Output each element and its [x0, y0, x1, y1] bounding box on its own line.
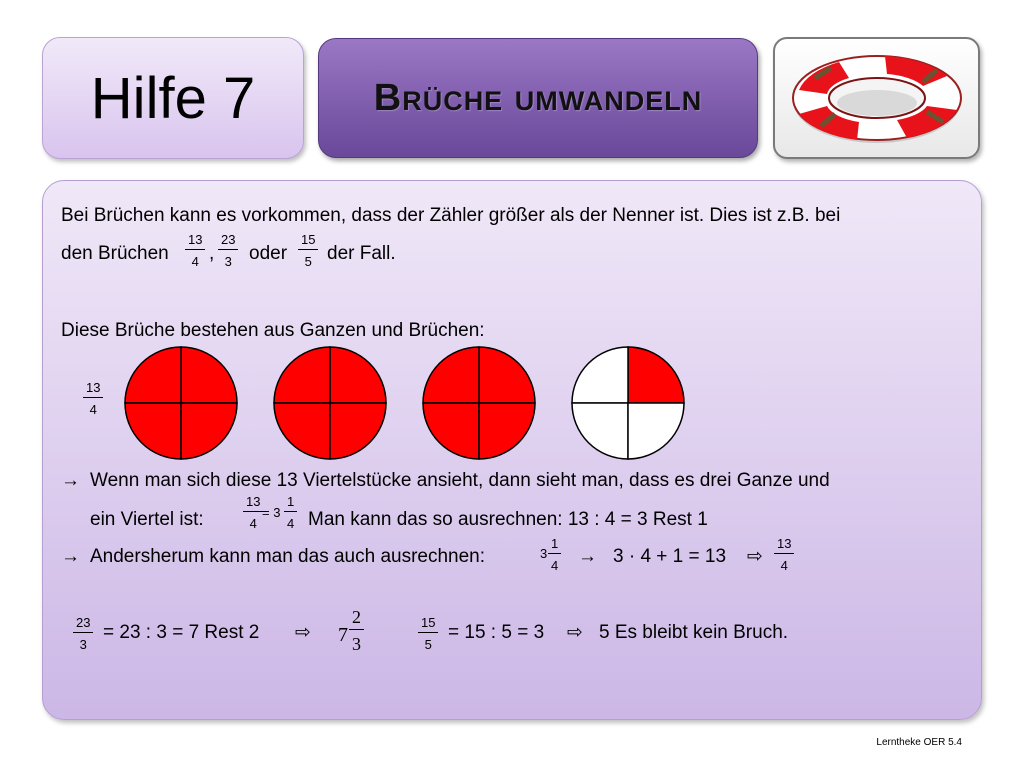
subheading: Diese Brüche bestehen aus Ganzen und Brüchen: — [61, 320, 485, 341]
footer-label: Lerntheke OER 5.4 — [876, 737, 962, 748]
fraction-15-5: 15 5 — [298, 233, 318, 268]
filled-quarter — [181, 403, 237, 459]
example-2-result: 5 Es bleibt kein Bruch. — [599, 622, 789, 643]
filled-quarter — [125, 403, 181, 459]
implies-icon-3: ⇨ — [567, 622, 583, 643]
point-1-equals: = 3 — [262, 505, 281, 520]
empty-quarter — [572, 403, 628, 459]
circles-fraction-label: 13 4 — [83, 381, 103, 416]
help-number-box — [42, 37, 304, 159]
der-fall: der Fall. — [327, 243, 396, 264]
lifebuoy-button[interactable] — [773, 37, 980, 159]
filled-quarter — [479, 347, 535, 403]
filled-quarter — [274, 403, 330, 459]
arrow-3: → — [578, 546, 597, 567]
point-1-fraction-2: 1 4 — [284, 495, 297, 530]
example-1-whole: 7 — [338, 624, 348, 646]
content-panel — [42, 180, 982, 720]
filled-quarter — [125, 347, 181, 403]
point-1-line-2b: Man kann das so ausrechnen: 13 : 4 = 3 Rest 1 — [308, 509, 708, 530]
lifebuoy-icon — [787, 48, 967, 148]
point-1-line-1: Wenn man sich diese 13 Viertelstücke ansieht, dann sieht man, dass es drei Ganze und — [90, 470, 830, 491]
word-oder: oder — [249, 243, 288, 264]
point-1-fraction: 13 4 — [243, 495, 263, 530]
point-2-calc: 3 · 4 + 1 = 13 — [613, 546, 727, 567]
example-2-fraction: 15 5 — [418, 616, 438, 651]
quarter-circles — [123, 341, 703, 465]
filled-quarter — [330, 347, 386, 403]
intro-line-1: Bei Brüchen kann es vorkommen, dass der Zähler größer als der Nenner ist. Dies ist z.B. bei — [61, 205, 841, 226]
example-1-fraction: 23 3 — [73, 616, 93, 651]
example-1-calc: = 23 : 3 = 7 Rest 2 — [103, 622, 260, 643]
filled-quarter — [274, 347, 330, 403]
example-1-result: 2 3 — [349, 608, 364, 653]
fraction-circle — [274, 347, 386, 459]
comma: , — [209, 243, 215, 264]
filled-quarter — [423, 403, 479, 459]
empty-quarter — [572, 347, 628, 403]
filled-quarter — [181, 347, 237, 403]
fraction-13-4: 13 4 — [185, 233, 205, 268]
point-2: Andersherum kann man das auch ausrechnen: — [90, 546, 486, 567]
arrow-1: → — [61, 470, 80, 491]
page-title: Brüche umwandeln — [373, 76, 703, 119]
fraction-23-3: 23 3 — [218, 233, 238, 268]
implies-icon-1: ⇨ — [747, 546, 763, 567]
fraction-circle — [572, 347, 684, 459]
filled-quarter — [479, 403, 535, 459]
point-2-result: 13 4 — [774, 537, 794, 572]
empty-quarter — [628, 403, 684, 459]
point-2-fraction: 1 4 — [548, 537, 561, 572]
filled-quarter — [628, 347, 684, 403]
title-box — [318, 38, 758, 158]
arrow-2: → — [61, 546, 80, 567]
fraction-circle — [125, 347, 237, 459]
fraction-circle — [423, 347, 535, 459]
implies-icon-2: ⇨ — [295, 622, 311, 643]
help-label: Hilfe 7 — [90, 65, 256, 131]
point-2-whole: 3 — [540, 546, 548, 561]
filled-quarter — [330, 403, 386, 459]
point-1-line-2a: ein Viertel ist: — [90, 509, 204, 530]
example-2-calc: = 15 : 5 = 3 — [448, 622, 545, 643]
intro-line-2: den Brüchen — [61, 243, 169, 264]
filled-quarter — [423, 347, 479, 403]
